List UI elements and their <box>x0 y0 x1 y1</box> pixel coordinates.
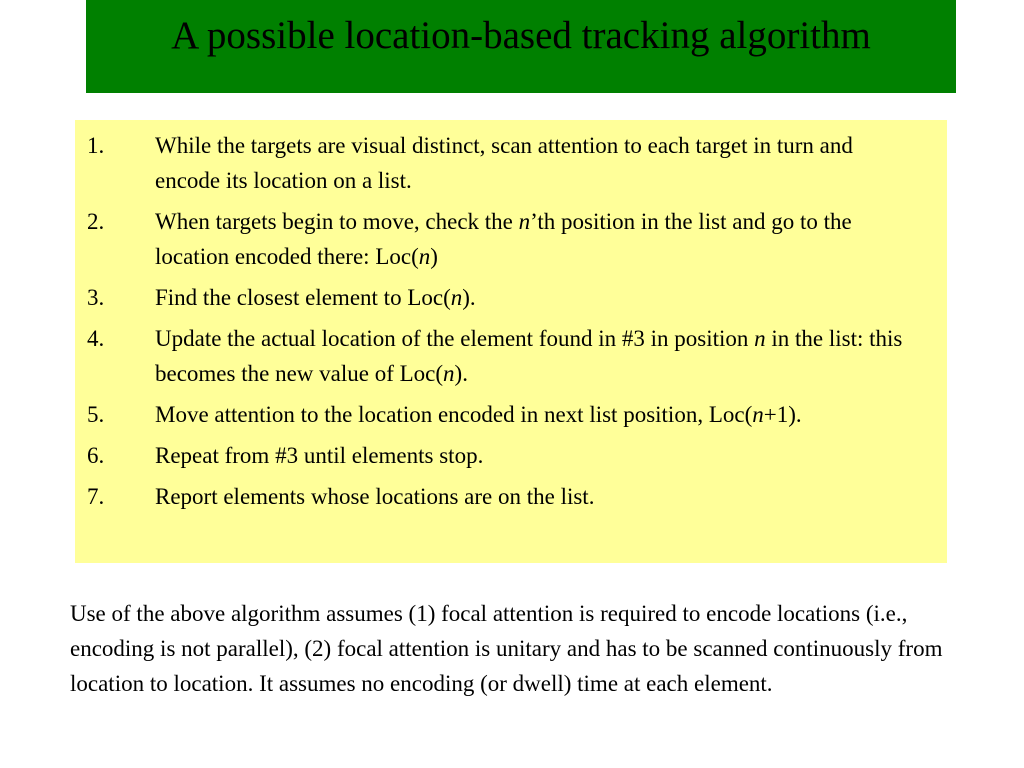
step-1 <box>75 128 947 198</box>
step-3 <box>75 280 947 315</box>
step-4 <box>75 321 947 391</box>
step-6 <box>75 438 947 473</box>
step-5 <box>75 397 947 432</box>
step-text: Find the closest element to Loc(n). <box>155 285 476 310</box>
step-text: While the targets are visual distinct, scan attention to each target in turn and encode its location on a list. <box>155 133 853 193</box>
step-7 <box>75 479 947 514</box>
step-number: 4. <box>87 326 105 351</box>
step-text: Move attention to the location encoded in next list position, Loc(n+1). <box>155 402 802 427</box>
step-number: 7. <box>87 484 105 509</box>
step-2 <box>75 204 947 274</box>
step-text: Repeat from #3 until elements stop. <box>155 443 484 468</box>
step-number: 5. <box>87 402 105 427</box>
step-text: Update the actual location of the element found in #3 in position n in the list: this becomes the new value of Loc(n). <box>155 326 903 386</box>
step-number: 1. <box>87 133 105 158</box>
step-number: 6. <box>87 443 105 468</box>
step-number: 3. <box>87 285 105 310</box>
step-text: Report elements whose locations are on the list. <box>155 484 595 509</box>
title-banner <box>86 0 956 93</box>
slide-title: A possible location-based tracking algorithm <box>171 14 871 57</box>
algorithm-assumptions-note: Use of the above algorithm assumes (1) focal attention is required to encode locations (i.e., encoding is not parallel), (2) focal attention is unitary and has to be scanned continuously from location to location. It assumes no encoding (or dwell) time at each element. <box>70 601 943 696</box>
step-text: When targets begin to move, check the n’th position in the list and go to the location encoded there: Loc(n) <box>155 209 852 269</box>
step-number: 2. <box>87 209 105 234</box>
algorithm-steps-list <box>75 128 947 514</box>
algorithm-steps-box <box>75 120 947 563</box>
